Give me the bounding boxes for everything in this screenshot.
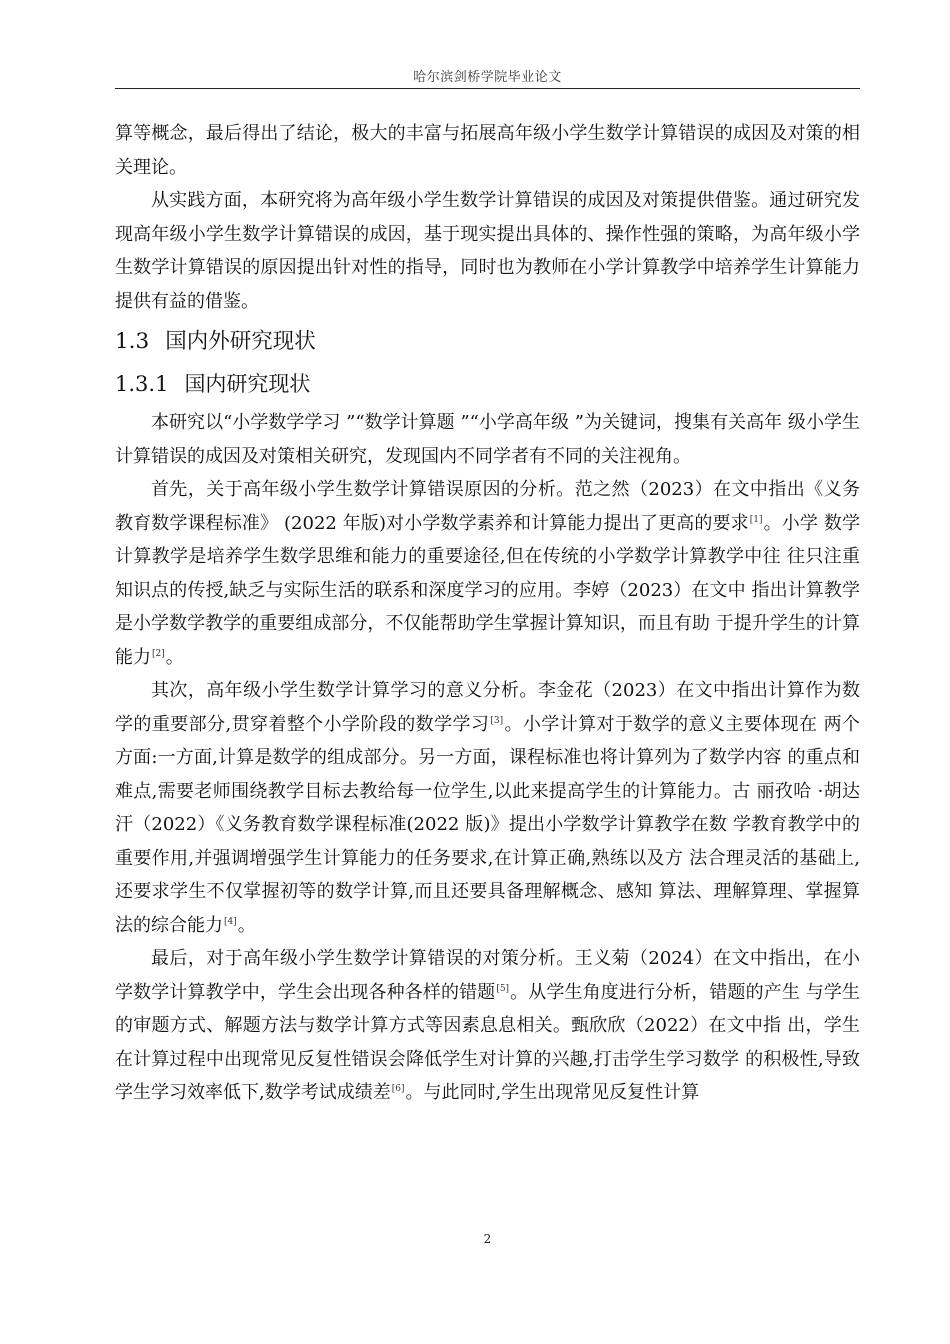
subsection-heading bbox=[115, 367, 860, 401]
document-body bbox=[115, 117, 860, 1110]
citation-2: [2] bbox=[152, 648, 165, 659]
paragraph-6-text-c: 。与此同时,学生出现常见反复性计算 bbox=[405, 1082, 700, 1103]
paragraph-4-text-a: 首先，关于高年级小学生数学计算错误原因的分析。范之然（2023）在文中指出《义务教育数学课程标准》 (2022 年版)对小学数学素养和计算能力提出了更高的要求 bbox=[115, 479, 860, 534]
paragraph-1: 算等概念，最后得出了结论，极大的丰富与拓展高年级小学生数学计算错误的成因及对策的相关理论。 bbox=[115, 123, 860, 178]
paragraph-4-text-b: 。小学 数学计算教学是培养学生数学思维和能力的重要途径,但在传统的小学数学计算教学中往 往只注重知识点的传授,缺乏与实际生活的联系和深度学习的应用。李婷（2023）在文中 指出计算教学是小学数学教学的重要组成部分，不仅能帮助学生掌握计算知识，而且有助 于提升学生的计算能力 bbox=[115, 512, 860, 668]
page-number: 2 bbox=[483, 1232, 492, 1246]
citation-4: [4] bbox=[224, 916, 237, 927]
paragraph-5 bbox=[115, 674, 860, 942]
paragraph-2: 从实践方面，本研究将为高年级小学生数学计算错误的成因及对策提供借鉴。通过研究发现高年级小学生数学计算错误的成因，基于现实提出具体的、操作性强的策略，为高年级小学生数学计算错误的原因提出针对性的指导，同时也为教师在小学计算教学中培养学生计算能力提供有益的借鉴。 bbox=[115, 190, 860, 312]
paragraph-6 bbox=[115, 942, 860, 1110]
citation-6: [6] bbox=[391, 1084, 405, 1094]
section-heading bbox=[115, 325, 860, 359]
section-number: 1.3 bbox=[115, 329, 150, 354]
paragraph-3: 本研究以“小学数学学习 ”“数学计算题 ”“小学高年级 ”为关键词，搜集有关高年 级小学生计算错误的成因及对策相关研究，发现国内不同学者有不同的关注视角。 bbox=[115, 412, 860, 467]
citation-1: [1] bbox=[749, 514, 763, 525]
page-header: 哈尔滨剑桥学院毕业论文 bbox=[413, 70, 562, 85]
paragraph-5-text-c: 。 bbox=[237, 914, 256, 936]
subsection-title: 国内研究现状 bbox=[184, 372, 311, 396]
paragraph-6-text-a: 最后，对于高年级小学生数学计算错误的对策分析。王义菊（2024）在文中指出，在小学数学计算教学中，学生会出现各种各样的错题 bbox=[115, 948, 860, 1003]
section-title: 国内外研究现状 bbox=[165, 329, 316, 354]
paragraph-4-text-c: 。 bbox=[165, 646, 184, 668]
header-rule bbox=[115, 88, 860, 89]
citation-3: [3] bbox=[490, 715, 504, 726]
subsection-number: 1.3.1 bbox=[115, 372, 169, 396]
citation-5: [5] bbox=[496, 983, 510, 994]
paragraph-4 bbox=[115, 473, 860, 674]
paragraph-5-text-b: 。小学计算对于数学的意义主要体现在 两个方面:一方面,计算是数学的组成部分。另一方面，课程标准也将计算列为了数学内容 的重点和难点,需要老师围绕教学目标去教给每一位学生,以此来提高学生的计算能力。古 丽孜哈 ·胡达汗（2022）《义务教育数学课程标准(2022 版)》提出小学数学计算教学在数 学教育教学中的重要作用,并强调增强学生计算能力的任务要求,在计算正确,熟练以及方 法合理灵活的基础上,还要求学生不仅掌握初等的数学计算,而且还要具备理解概念、感知 算法、理解算理、掌握算法的综合能力 bbox=[115, 713, 860, 936]
paragraph-6-text-b: 。从学生角度进行分析，错题的产生 与学生的审题方式、解题方法与数学计算方式等因素息息相关。甄欣欣（2022）在文中指 出，学生在计算过程中出现常见反复性错误会降低学生对计算的兴趣,打击学生学习数学 的积极性,导致学生学习效率低下,数学考试成绩差 bbox=[115, 981, 860, 1103]
paragraph-5-text-a: 其次，高年级小学生数学计算学习的意义分析。李金花（2023）在文中指出计算作为数学的重要部分,贯穿着整个小学阶段的数学学习 bbox=[115, 680, 860, 735]
